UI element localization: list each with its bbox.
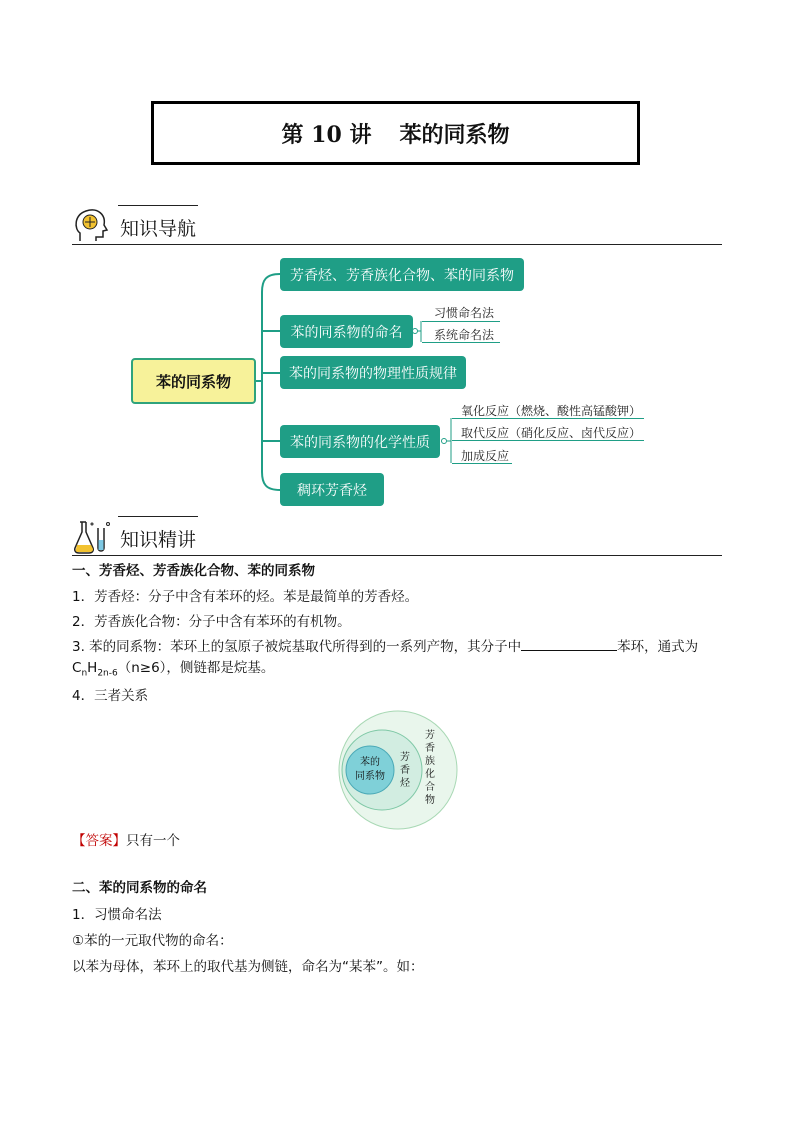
part1-formula-line: $C_nH_{2n-6}(n\ge 6)$，侧链都是烷基。	[72, 660, 275, 679]
mindmap-node-aromatic: 芳香烃、芳香族化合物、苯的同系物	[280, 258, 524, 291]
part1-heading: 一、芳香烃、芳香族化合物、苯的同系物	[72, 563, 315, 579]
part1-item2: 2．芳香族化合物：分子中含有苯环的有机物。	[72, 614, 351, 630]
section-title-lecture: 知识精讲	[120, 529, 197, 551]
mindmap-node-naming: 苯的同系物的命名	[280, 315, 413, 348]
part1-item1: 1．芳香烃：分子中含有苯环的烃。苯是最简单的芳香烃。	[72, 589, 419, 605]
mindmap-leaf-substitution: 取代反应（硝化反应、卤代反应）	[461, 426, 642, 440]
part1-item3-text-b: 苯环，通式为	[617, 639, 699, 655]
part2-heading: 二、苯的同系物的命名	[72, 880, 207, 896]
answer-text: 只有一个	[126, 833, 180, 849]
answer-line	[72, 831, 180, 851]
part1-item3-text-c: （n≥6），侧链都是烷基。	[117, 660, 275, 676]
mindmap-leaf-common-name: 习惯命名法	[434, 306, 495, 320]
mindmap-node-physical: 苯的同系物的物理性质规律	[280, 356, 466, 389]
mindmap-leaf-oxidation: 氧化反应（燃烧、酸性高锰酸钾）	[461, 404, 642, 418]
mindmap-leaf-addition: 加成反应	[461, 449, 510, 463]
section-header-lecture	[72, 516, 722, 556]
lecture-topic: 苯的同系物	[399, 121, 510, 148]
lab-flask-icon	[72, 518, 112, 554]
mindmap-leaf-systematic-name: 系统命名法	[434, 328, 495, 342]
part1-item4: 4．三者关系	[72, 688, 149, 704]
mindmap-node-fused-ring: 稠环芳香烃	[280, 473, 384, 506]
part2-item3: 以苯为母体，苯环上的取代基为侧链，命名为“某苯”。如：	[72, 959, 424, 975]
lecture-number: 第 10 讲	[281, 121, 372, 148]
part1-item3	[72, 636, 698, 657]
section-title-nav: 知识导航	[120, 218, 197, 240]
answer-tag: 【答案】	[72, 833, 126, 849]
mindmap-root: 苯的同系物	[131, 358, 256, 404]
venn-label-benzene-homolog: 苯的 同系物	[355, 757, 385, 782]
part2-item1: 1．习惯命名法	[72, 907, 162, 923]
venn-label-aromatic-hydrocarbon: 芳 香 烃	[400, 752, 410, 789]
venn-label-aromatic-compound: 芳 香 族 化 合 物	[425, 730, 435, 806]
mindmap-node-chemical: 苯的同系物的化学性质	[280, 425, 440, 458]
part2-item2: ①苯的一元取代物的命名：	[72, 933, 233, 949]
fill-in-blank	[521, 636, 617, 651]
part1-item3-text-a: 3. 苯的同系物：苯环上的氢原子被烷基取代所得到的一系列产物，其分子中	[72, 639, 522, 655]
